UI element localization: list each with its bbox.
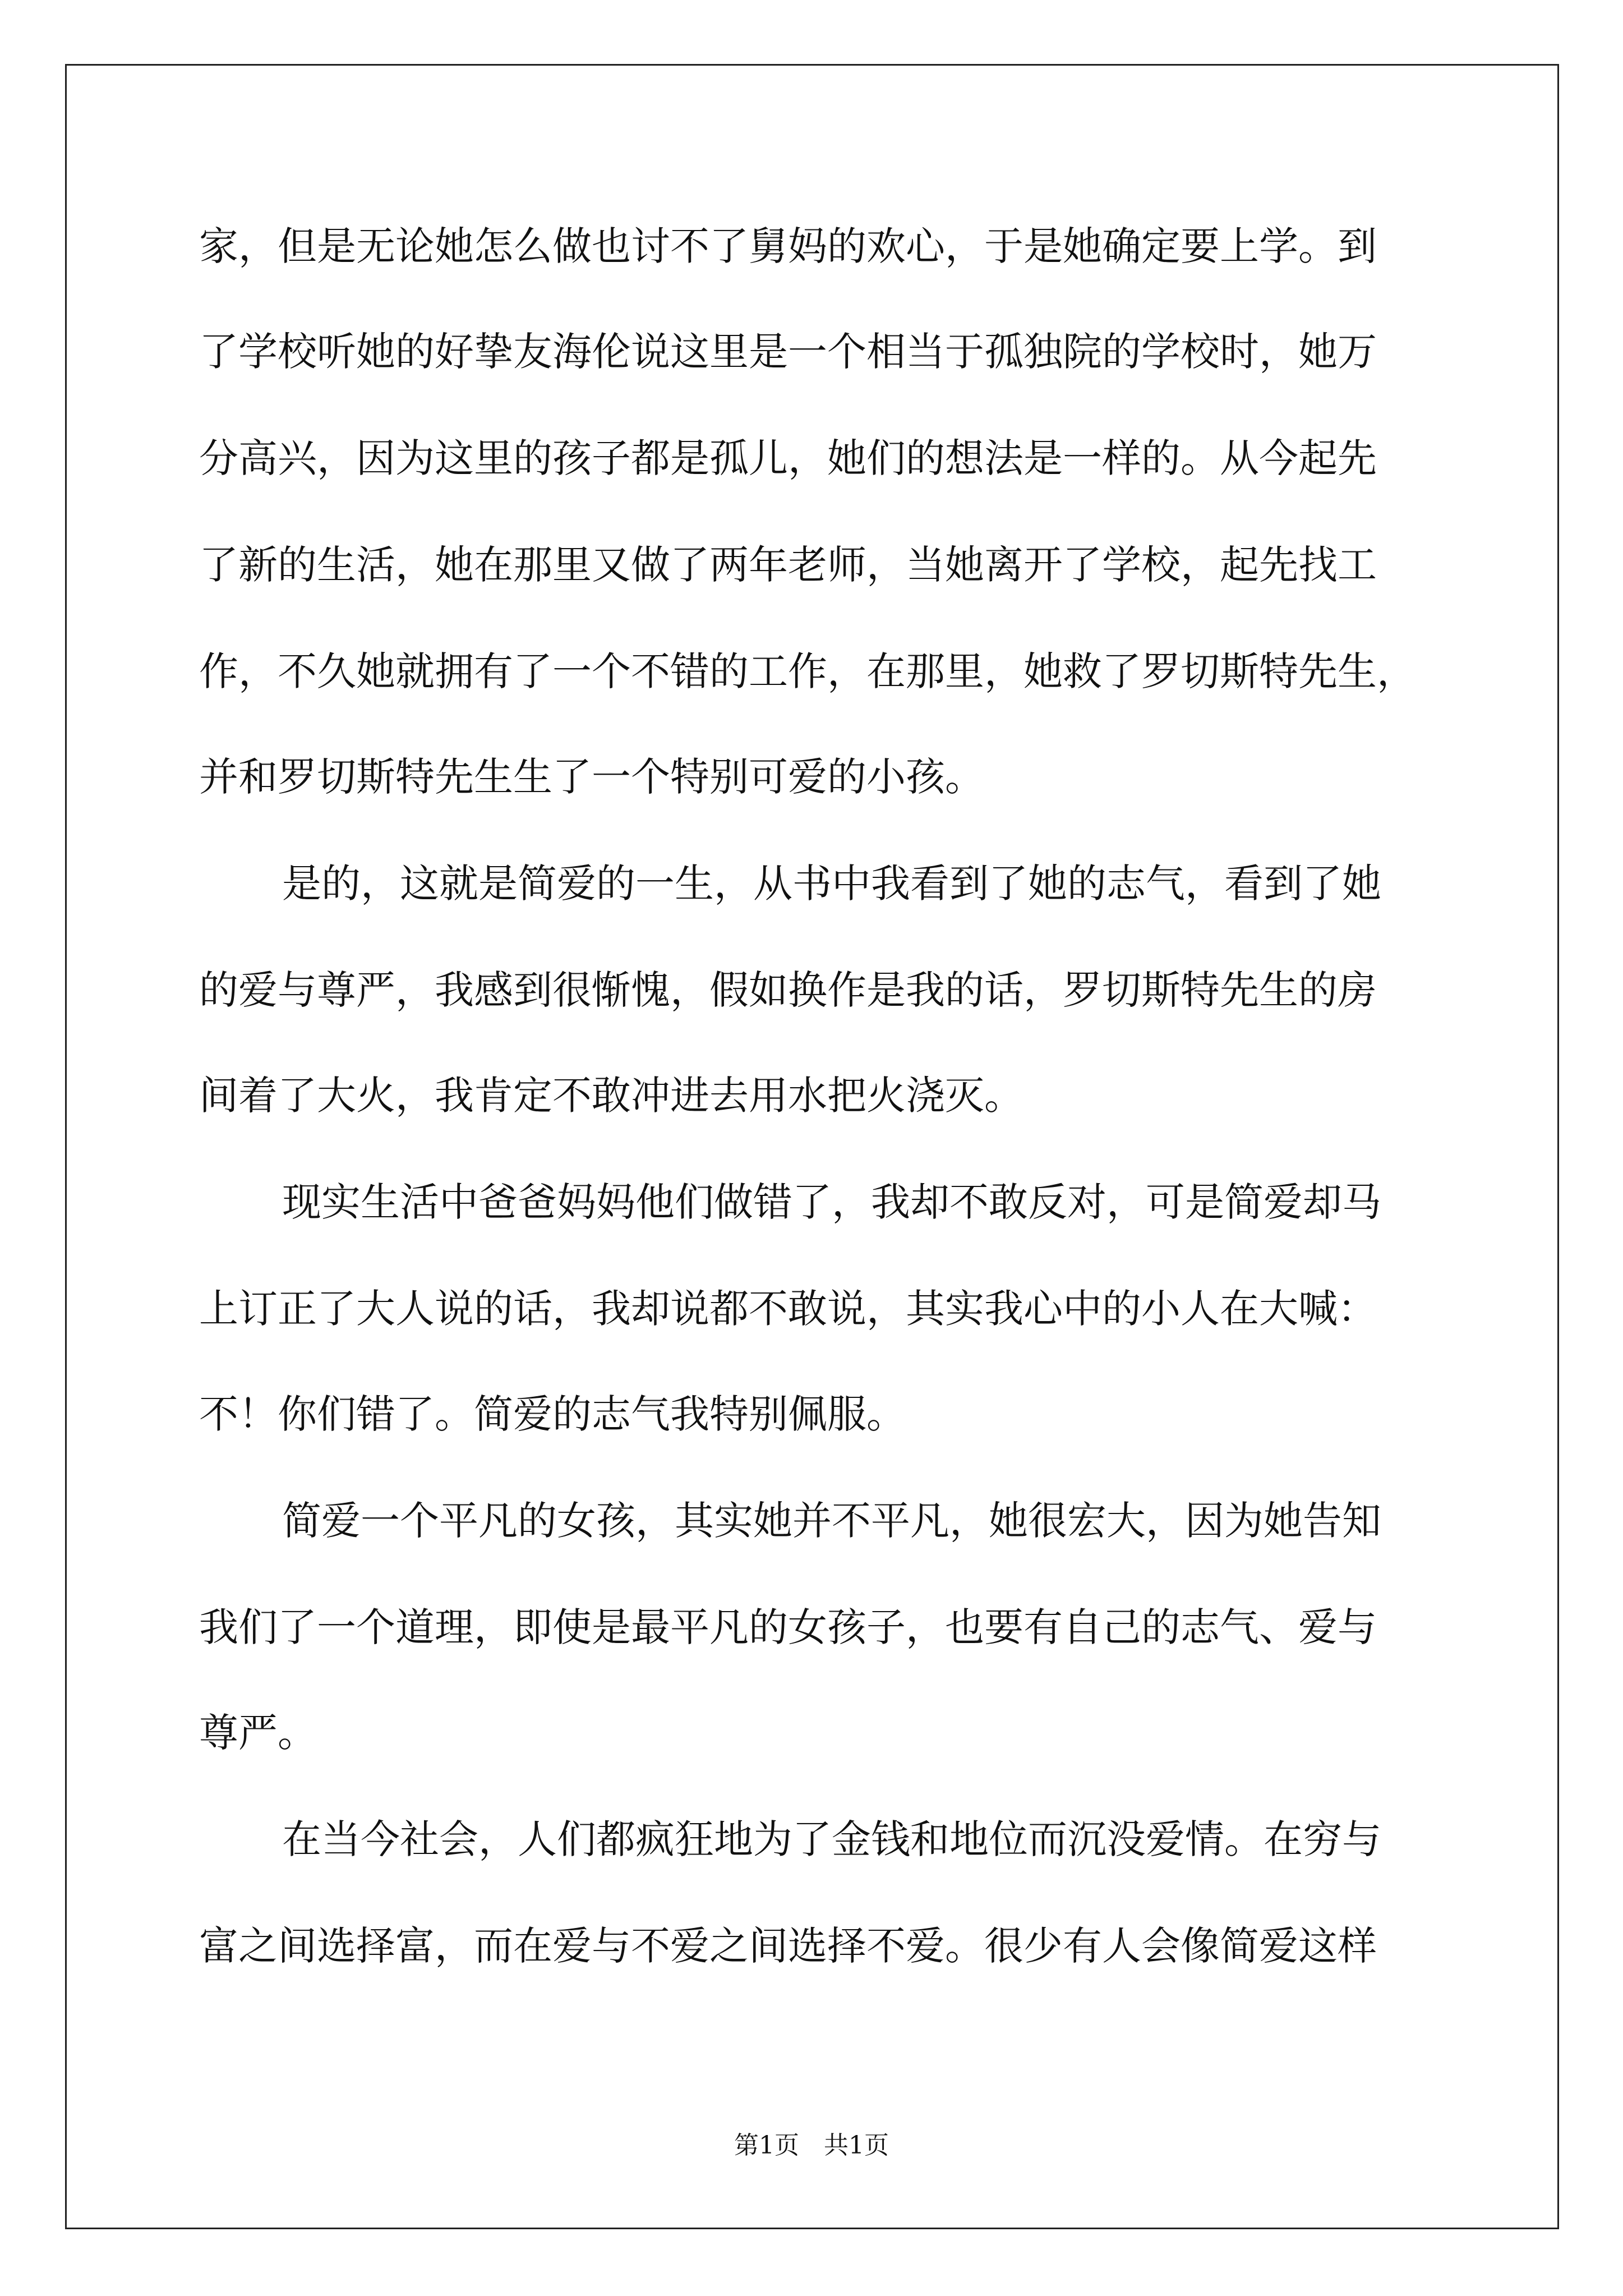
text-line: 了新的生活，她在那里又做了两年老师，当她离开了学校，起先找工 xyxy=(199,542,1377,588)
paragraph-first-line: 简爱一个平凡的女孩，其实她并不平凡，她很宏大，因为她告知 xyxy=(282,1498,1381,1544)
text-line: 并和罗切斯特先生生了一个特别可爱的小孩。 xyxy=(199,754,984,800)
text-line: 我们了一个道理，即使是最平凡的女孩子，也要有自己的志气、爱与 xyxy=(199,1604,1377,1650)
page-number-footer: 第1页 共1页 xyxy=(734,2131,889,2160)
text-line: 富之间选择富，而在爱与不爱之间选择不爱。很少有人会像简爱这样 xyxy=(199,1923,1377,1969)
text-line: 的爱与尊严，我感到很惭愧，假如换作是我的话，罗切斯特先生的房 xyxy=(199,967,1377,1013)
text-line: 家，但是无论她怎么做也讨不了舅妈的欢心，于是她确定要上学。到 xyxy=(199,223,1377,269)
paragraph-first-line: 在当今社会，人们都疯狂地为了金钱和地位而沉没爱情。在穷与 xyxy=(282,1816,1381,1862)
paragraph-first-line: 是的，这就是简爱的一生，从书中我看到了她的志气，看到了她 xyxy=(282,861,1381,907)
paragraph-first-line: 现实生活中爸爸妈妈他们做错了，我却不敢反对，可是简爱却马 xyxy=(282,1179,1381,1225)
text-line: 了学校听她的好挚友海伦说这里是一个相当于孤独院的学校时，她万 xyxy=(199,329,1377,375)
text-line: 不！你们错了。简爱的志气我特别佩服。 xyxy=(199,1391,906,1437)
text-line: 分高兴，因为这里的孩子都是孤儿，她们的想法是一样的。从今起先 xyxy=(199,435,1377,481)
text-line: 间着了大火，我肯定不敢冲进去用水把火浇灭。 xyxy=(199,1073,1023,1119)
text-line: 尊严。 xyxy=(199,1710,317,1756)
text-line: 作，不久她就拥有了一个不错的工作，在那里，她救了罗切斯特先生， xyxy=(199,648,1416,694)
page-border xyxy=(65,64,1559,2229)
text-line: 上订正了大人说的话，我却说都不敢说，其实我心中的小人在大喊： xyxy=(199,1286,1377,1332)
